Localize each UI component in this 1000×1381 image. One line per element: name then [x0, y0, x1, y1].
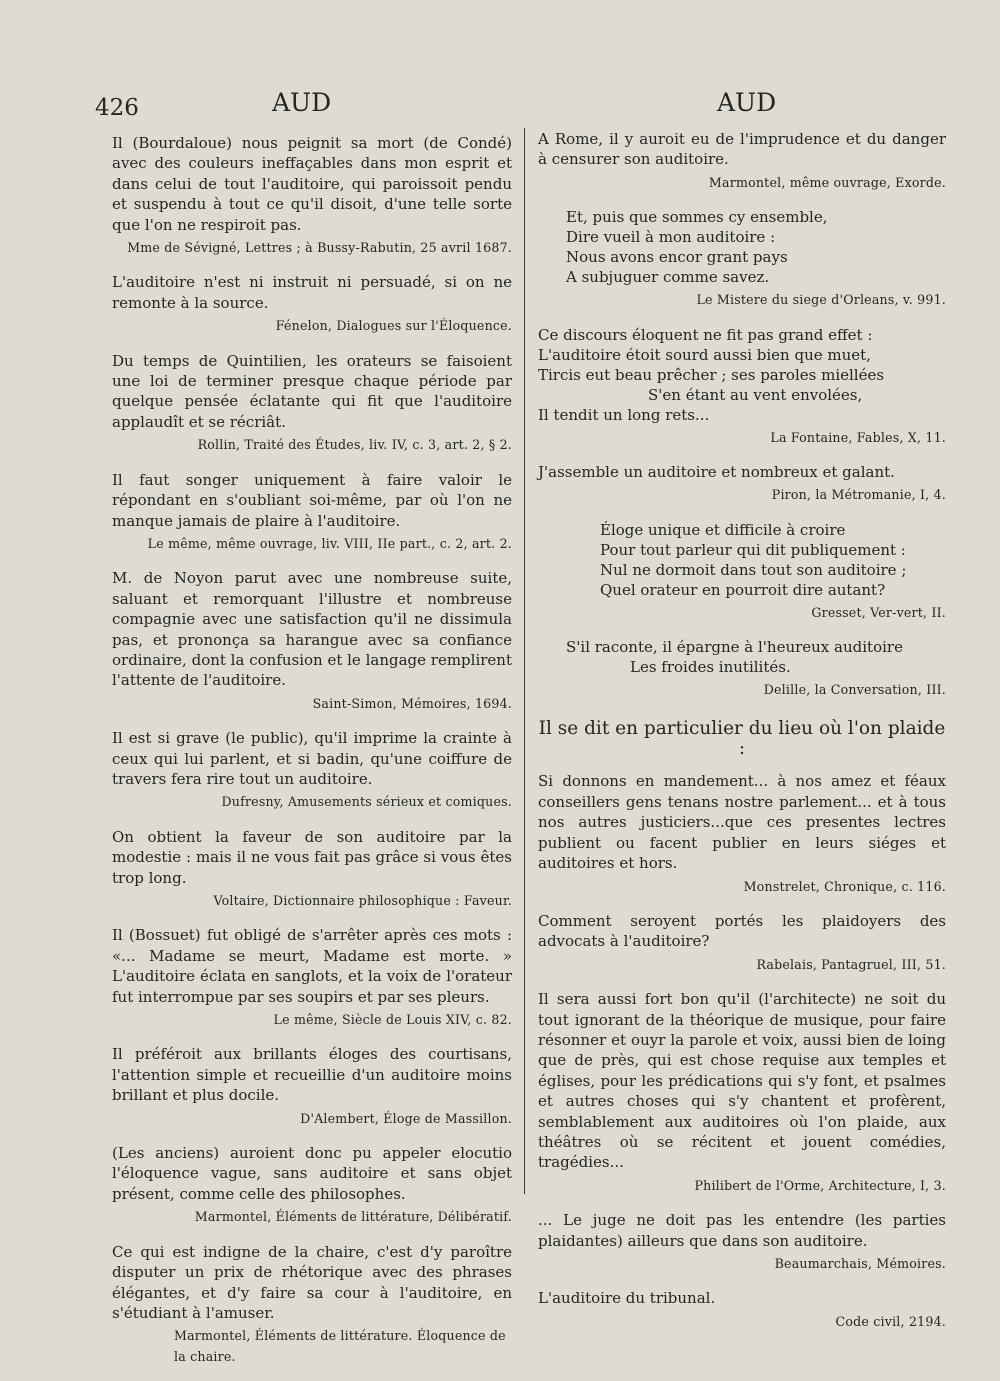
verse-line: S'il raconte, il épargne à l'heureux auditoire	[566, 638, 903, 657]
quotation-paragraph: Si donnons en mandement... à nos amez et féaux conseillers gens tenans nostre parlement... et à tous nos autres justiciers...que ces presentes lectres publient ou facent publier en leurs siéges et auditoires et hors.	[538, 772, 946, 873]
quotation-paragraph: L'auditoire n'est ni instruit ni persuadé, si on ne remonte à la source.	[112, 273, 512, 312]
quotation-paragraph: Il (Bourdaloue) nous peignit sa mort (de Condé) avec des couleurs ineffaçables dans mon esprit et dans celui de tout l'auditoire, qui paroissoit pendu et suspendu à tout ce qu'il disoit, d'une telle sorte que l'on ne respiroit pas.	[112, 134, 512, 234]
page-number: 426	[95, 95, 139, 121]
right-running-head: AUD	[717, 88, 777, 117]
column-divider	[524, 128, 525, 1194]
citation: La Fontaine, Fables, X, 11.	[770, 429, 946, 445]
citation: Rabelais, Pantagruel, III, 51.	[756, 956, 946, 972]
quotation-paragraph: Il (Bossuet) fut obligé de s'arrêter après ces mots : «... Madame se meurt, Madame est morte. » L'auditoire éclata en sanglots, et la voix de l'orateur fut interrompue par ses soupirs et par ses pleurs.	[112, 926, 512, 1006]
quotation-paragraph: Du temps de Quintilien, les orateurs se faisoient une loi de terminer presque chaque période par quelque pensée éclatante qui fit que l'auditoire applaudît et se récriât.	[112, 351, 512, 431]
citation: Monstrelet, Chronique, c. 116.	[743, 878, 946, 894]
citation: Beaumarchais, Mémoires.	[774, 1256, 946, 1271]
citation: Mme de Sévigné, Lettres ; à Bussy-Rabutin, 25 avril 1687.	[127, 240, 512, 256]
section-heading: Il se dit en particulier du lieu où l'on plaide :	[538, 717, 946, 760]
quotation-paragraph: (Les anciens) auroient donc pu appeler elocutio l'éloquence vague, sans auditoire et sans objet présent, comme celle des philosophes.	[112, 1144, 512, 1203]
verse-line: Les froides inutilités.	[630, 658, 791, 677]
quotation-paragraph: Il sera aussi fort bon qu'il (l'architecte) ne soit du tout ignorant de la théorique de musique, pour faire résonner et ouyr la parole et voix, aussi bien de loing que de près, qui est chose requise aux temples et églises, pour les prédications qui s'y font, et psalmes et autres choses qui s'y chantent et profèrent, semblablement aux auditoires où l'on plaide, aux théâtres où se récitent et jouent comédies, tragédies...	[538, 990, 946, 1172]
quotation-paragraph: Il préféroit aux brillants éloges des courtisans, l'attention simple et recueillie d'un auditoire moins brillant et plus docile.	[112, 1045, 512, 1105]
quotation-paragraph: A Rome, il y auroit eu de l'imprudence et du danger à censurer son auditoire.	[538, 130, 946, 169]
citation: Rollin, Traité des Études, liv. IV, c. 3, art. 2, § 2.	[197, 437, 512, 453]
quotation-paragraph: Il est si grave (le public), qu'il imprime la crainte à ceux qui lui parlent, et si badin, qu'une coiffure de travers fera rire tout un auditoire.	[112, 729, 512, 788]
verse-line: Il tendit un long rets...	[538, 405, 710, 424]
verse-line: L'auditoire étoit sourd aussi bien que muet,	[538, 345, 871, 364]
verse-line: Pour tout parleur qui dit publiquement :	[600, 540, 906, 559]
verse-line: Nul ne dormoit dans tout son auditoire ;	[600, 560, 907, 579]
quotation-paragraph: Comment seroyent portés les plaidoyers des advocats à l'auditoire?	[538, 911, 946, 951]
verse-line: S'en étant au vent envolées,	[648, 385, 863, 404]
citation: Le Mistere du siege d'Orleans, v. 991.	[696, 292, 946, 308]
verse-line: Dire vueil à mon auditoire :	[566, 228, 776, 247]
quotation-paragraph: On obtient la faveur de son auditoire par la modestie : mais il ne vous fait pas grâce si vous êtes trop long.	[112, 827, 512, 887]
quotation-paragraph: L'auditoire du tribunal.	[538, 1289, 716, 1308]
verse-line: Nous avons encor grant pays	[566, 248, 788, 267]
verse-line: Tircis eut beau prêcher ; ses paroles miellées	[538, 365, 885, 384]
citation: Piron, la Métromanie, I, 4.	[771, 487, 946, 503]
left-column	[112, 133, 512, 1381]
citation: Code civil, 2194.	[835, 1313, 946, 1329]
citation: Marmontel, Éléments de littérature. Éloquence de la chaire.	[174, 1328, 506, 1364]
quotation-paragraph: ... Le juge ne doit pas les entendre (les parties plaidantes) ailleurs que dans son auditoire.	[538, 1211, 946, 1250]
citation: Fénelon, Dialogues sur l'Éloquence.	[275, 318, 512, 334]
citation: Delille, la Conversation, III.	[763, 682, 946, 698]
verse-line: Et, puis que sommes cy ensemble,	[566, 208, 828, 227]
quotation-paragraph: Il faut songer uniquement à faire valoir le répondant en s'oubliant soi-même, par où l'on ne manque jamais de plaire à l'auditoire.	[112, 470, 512, 530]
citation: Marmontel, même ouvrage, Exorde.	[708, 174, 946, 190]
verse-line: Quel orateur en pourroit dire autant?	[600, 580, 886, 599]
citation: Gresset, Ver-vert, II.	[811, 604, 946, 620]
quotation-paragraph: M. de Noyon parut avec une nombreuse suite, saluant et remorquant l'illustre et nombreuse compagnie avec une satisfaction qu'il ne dissimula pas, et prononça sa harangue avec sa confiance ordinaire, dont la confusion et le langage remplirent l'attente de l'auditoire.	[112, 569, 512, 690]
citation: Saint-Simon, Mémoires, 1694.	[312, 695, 512, 711]
verse-line: A subjuguer comme savez.	[566, 268, 770, 287]
verse-line: Ce discours éloquent ne fit pas grand effet :	[538, 325, 873, 344]
citation: Marmontel, Éléments de littérature, Délibératif.	[194, 1209, 512, 1225]
citation: Philibert de l'Orme, Architecture, I, 3.	[694, 1177, 946, 1193]
citation: Dufresny, Amusements sérieux et comiques.	[221, 794, 512, 810]
left-running-head: AUD	[272, 88, 332, 117]
quotation-paragraph: J'assemble un auditoire et nombreux et galant.	[538, 463, 895, 482]
verse-line: Éloge unique et difficile à croire	[600, 520, 846, 539]
citation: Le même, Siècle de Louis XIV, c. 82.	[273, 1012, 512, 1028]
citation: D'Alembert, Éloge de Massillon.	[300, 1110, 512, 1126]
right-column	[538, 129, 946, 1346]
citation: Voltaire, Dictionnaire philosophique : Faveur.	[213, 893, 512, 908]
citation: Le même, même ouvrage, liv. VIII, IIe part., c. 2, art. 2.	[147, 535, 512, 551]
quotation-paragraph: Ce qui est indigne de la chaire, c'est d'y paroître disputer un prix de rhétorique avec des phrases élégantes, et d'y faire sa cour à l'auditoire, en s'étudiant à l'amuser.	[112, 1242, 512, 1322]
